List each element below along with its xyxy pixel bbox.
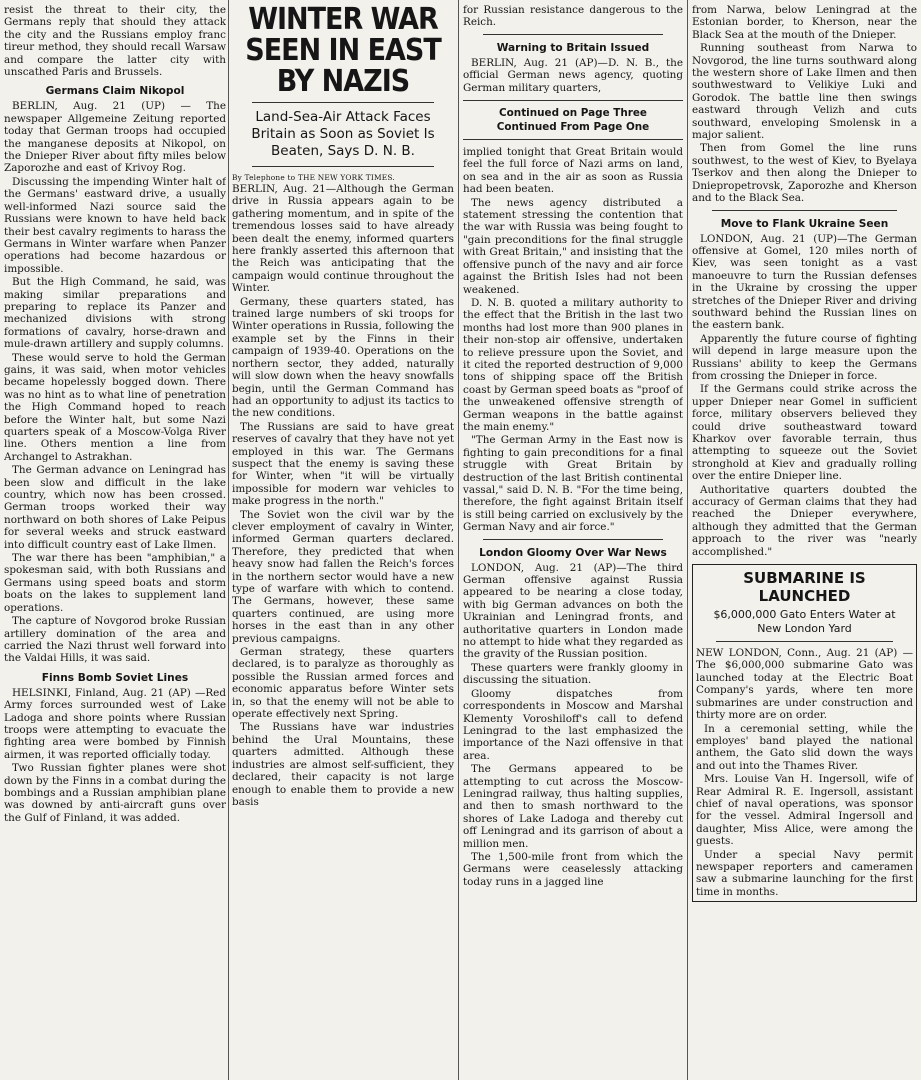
column-rule: [228, 0, 229, 1080]
headline-deck: Land-Sea-Air Attack Faces Britain as Soon as Soviet Is Beaten, Says D. N. B.: [251, 109, 435, 159]
paragraph: The Germans appeared to be attempting to cut across the Moscow-Leningrad railway, thus halting supplies, and then to smash northward to the shores of Lake Ladoga and thereby cut off Leningrad and its garrison of about a million men.: [463, 763, 683, 850]
paragraph: BERLIN, Aug. 21 (UP) — The newspaper Allgemeine Zeitung reported today that German troops had occupied the manganese deposits at Nikopol, on the Dnieper River about fifty miles below Zaporozhe and east of Krivoy Rog.: [4, 100, 226, 175]
paragraph: BERLIN, Aug. 21—Although the German drive in Russia appears again to be gathering momentum, and in spite of the tremendous losses said to have already been dealt the enemy, informed quarters here frankly asserted this afternoon that the Reich was anticipating that the campaign would continue throughout the Winter.: [232, 183, 454, 295]
paragraph: German strategy, these quarters declared, is to paralyze as thoroughly as possible the Russian armed forces and economic apparatus before Winter sets in, so that the enemy will not be able to operate effectively next Spring.: [232, 646, 454, 721]
divider: [712, 210, 897, 211]
paragraph: The news agency distributed a statement stressing the contention that the war with Russia was being fought to "gain preconditions for the final struggle with Great Britain," and insisting that the offensive punch of the navy and air force against the British Isles had not been weakened.: [463, 196, 683, 296]
paragraph: The capture of Novgorod broke Russian artillery domination of the area and carried the Nazi thrust well forward into the Valdai Hills, it was said.: [4, 615, 226, 665]
divider: [483, 34, 663, 35]
paragraph: implied tonight that Great Britain would feel the full force of Nazi arms on land, on sea and in the air as soon as Russia had been beaten.: [463, 146, 683, 196]
byline: By Telephone to THE NEW YORK TIMES.: [232, 173, 395, 182]
column-rule: [687, 0, 688, 1080]
paragraph: These quarters were frankly gloomy in discussing the situation.: [463, 661, 683, 687]
divider: [463, 139, 683, 140]
paragraph: Discussing the impending Winter halt of the Germans' eastward drive, a usually well-informed Nazi source said the Russians were known to have held back their best cavalry regiments to harass the Germans in Winter warfare when Panzer operations had become hazardous or impossible.: [4, 175, 226, 275]
paragraph: The Soviet won the civil war by the clever employment of cavalry in Winter, informed German quarters declared. Therefore, they predicted that when heavy snow had fallen the Reich's forces in the northern sector would have a new type of warfare with which to contend. The Germans, however, these same quarters continued, are using more horses in the east than in any other previous campaigns.: [232, 508, 454, 645]
subhead-nikopol: Germans Claim Nikopol: [45, 85, 185, 98]
subhead-warning: Warning to Britain Issued: [496, 41, 650, 54]
paragraph: These would serve to hold the German gains, it was said, when motor vehicles became hopelessly bogged down. There was no hint as to what line of penetration the High Command hoped to reach before the Winter halt, but some Nazi quarters speak of a Moscow-Volga River line. Others mention a line from Archangel to Astrakhan.: [4, 351, 226, 463]
column-4: [692, 4, 917, 1076]
paragraph: Under a special Navy permit newspaper reporters and cameramen saw a submarine launching for the first time in months.: [696, 848, 913, 898]
column-2: [232, 4, 454, 1076]
submarine-deck: $6,000,000 Gato Enters Water at New London Yard: [713, 608, 896, 636]
paragraph: In a ceremonial setting, while the employes' band played the national anthem, the Gato slid down the ways and out into the Thames River.: [696, 722, 913, 772]
paragraph: BERLIN, Aug. 21 (AP)—D. N. B., the official German news agency, quoting German military quarters,: [463, 56, 683, 94]
paragraph: The German advance on Leningrad has been slow and difficult in the lake country, which now has been crossed. German troops worked their way northward on both shores of Lake Peipus for several weeks and struck eastward into difficult country east of Lake Ilmen.: [4, 464, 226, 551]
paragraph: The Russians are said to have great reserves of cavalry that they have not yet employed in this war. The Germans suspect that the enemy is saving these for Winter, when "it will be virtually impossible for modern war vehicles to make progress in the north.": [232, 420, 454, 508]
paragraph: If the Germans could strike across the upper Dnieper near Gomel in sufficient force, military observers believed they could drive southeastward toward Kharkov over favorable terrain, thus attempting to squeeze out the Soviet stronghold at Kiev and gradually rolling over the entire Dnieper line.: [692, 383, 917, 483]
paragraph: NEW LONDON, Conn., Aug. 21 (AP) — The $6,000,000 submarine Gato was launched today at the Electric Boat Company's yards, where ten more submarines are under construction and thirty more are on order.: [696, 647, 913, 722]
paragraph: D. N. B. quoted a military authority to the effect that the British in the last two months had lost more than 900 planes in their non-stop air offensive, undertaken to relieve pressure upon the Soviet, and it cited the reported destruction of 9,000 tons of shipping space off the British coast by German speed boats as "proof of the unweakened offensive strength of German weapons in the battle against the main enemy.": [463, 296, 683, 433]
paragraph: The war there has been "amphibian," a spokesman said, with both Russians and Germans using speed boats and storm boats on the lakes to supplement land operations.: [4, 552, 226, 614]
divider: [252, 102, 434, 103]
paragraph: LONDON, Aug. 21 (UP)—The German offensive at Gomel, 120 miles north of Kiev, was seen tonight as a vast manoeuvre to turn the Russian defenses in the Ukraine by crossing the upper stretches of the Dnieper River and driving southward behind the Russian lines on the eastern bank.: [692, 232, 917, 332]
paragraph: Mrs. Louise Van H. Ingersoll, wife of Rear Admiral R. E. Ingersoll, assistant chief of naval operations, was sponsor for the vessel. Admiral Ingersoll and daughter, Miss Alice, were among the guests.: [696, 773, 913, 848]
paragraph: Then from Gomel the line runs southwest, to the west of Kiev, to Byelaya Tserkov and then along the Dnieper to Dniepropetrovsk, Zaporozhe and Kherson and to the Black Sea.: [692, 142, 917, 205]
subhead-finns: Finns Bomb Soviet Lines: [41, 671, 189, 684]
paragraph: Gloomy dispatches from correspondents in Moscow and Marshal Klementy Voroshiloff's call to defend Leningrad to the last emphasized the importance of the Nazi offensive in that area.: [463, 687, 683, 762]
divider: [463, 100, 683, 101]
column-1: [4, 4, 226, 1076]
paragraph: Authoritative quarters doubted the accuracy of German claims that they had reached the Dnieper everywhere, although they admitted that the German approach to the river was "nearly accomplished.": [692, 483, 917, 558]
divider: [716, 641, 893, 642]
submarine-headline: SUBMARINE IS LAUNCHED: [743, 569, 866, 606]
paragraph: The Russians have war industries behind the Ural Mountains, these quarters admitted. Although these industries are almost self-sufficient, they declared, their capacity is not large enough to enable them to provide a new basis: [232, 721, 454, 808]
subhead-flank: Move to Flank Ukraine Seen: [720, 217, 889, 230]
paragraph: for Russian resistance dangerous to the Reich.: [463, 4, 683, 29]
main-headline: WINTER WAR SEEN IN EAST BY NAZIS: [245, 4, 441, 99]
submarine-story-box: [692, 564, 917, 902]
paragraph: resist the threat to their city, the Germans reply that should they attack the city and the Russians employ franc tireur method, they should recall Warsaw and compare the latter city with unscathed Paris and Brussels.: [4, 4, 226, 79]
paragraph: from Narwa, below Leningrad at the Estonian border, to Kherson, near the Black Sea at the mouth of the Dnieper.: [692, 4, 917, 41]
paragraph: The 1,500-mile front from which the Germans were ceaselessly attacking today runs in a jagged line: [463, 850, 683, 888]
paragraph: LONDON, Aug. 21 (AP)—The third German offensive against Russia appeared to be nearing a close today, with big German advances on both the Ukrainian and Leningrad fronts, and authoritative quarters in London made no attempt to hide what they regarded as the gravity of the Russian position.: [463, 561, 683, 661]
subhead-london: London Gloomy Over War News: [479, 546, 667, 559]
paragraph: But the High Command, he said, was making similar preparations and preparing to replace its Panzer and mechanized divisions with strong formations of cavalry, horse-drawn and mule-drawn artillery and supply columns.: [4, 276, 226, 351]
column-rule: [458, 0, 459, 1080]
paragraph: Germany, these quarters stated, has trained large numbers of ski troops for Winter operations in Russia, following the example set by the Finns in their campaign of 1939-40. Operations on the northern sector, they added, naturally will slow down when the heavy snowfalls begin, until the German Command has had an opportunity to adjust its tactics to the new conditions.: [232, 295, 454, 420]
paragraph: Apparently the future course of fighting will depend in large measure upon the Russians' ability to keep the Germans from crossing the Dnieper in force.: [692, 332, 917, 382]
paragraph: HELSINKI, Finland, Aug. 21 (AP) —Red Army forces surrounded west of Lake Ladoga and shore points where Russian troops were attempting to evacuate the fighting area were bombed by Finnish airmen, it was reported officially today.: [4, 686, 226, 761]
continued-from-label: Continued From Page One: [496, 121, 650, 134]
paragraph: Running southeast from Narwa to Novgorod, the line turns southward along the western shore of Lake Ilmen and then southwestward to Velikiye Luki and Gorodok. The battle line then swings eastward through Velizh and cuts southward, enveloping Smolensk in a major salient.: [692, 42, 917, 142]
continued-on-label: Continued on Page Three: [499, 107, 647, 120]
divider: [252, 166, 434, 167]
paragraph: Two Russian fighter planes were shot down by the Finns in a combat during the bombings and a Russian amphibian plane was downed by anti-aircraft guns over the Gulf of Finland, it was added.: [4, 762, 226, 824]
divider: [483, 539, 663, 540]
column-3: [463, 4, 683, 1076]
paragraph: "The German Army in the East now is fighting to gain preconditions for a final struggle with Great Britain by destruction of the last British continental vassal," said D. N. B. "For the time being, therefore, the fight against Britain itself is still being carried on exclusively by the German Navy and air force.": [463, 434, 683, 534]
